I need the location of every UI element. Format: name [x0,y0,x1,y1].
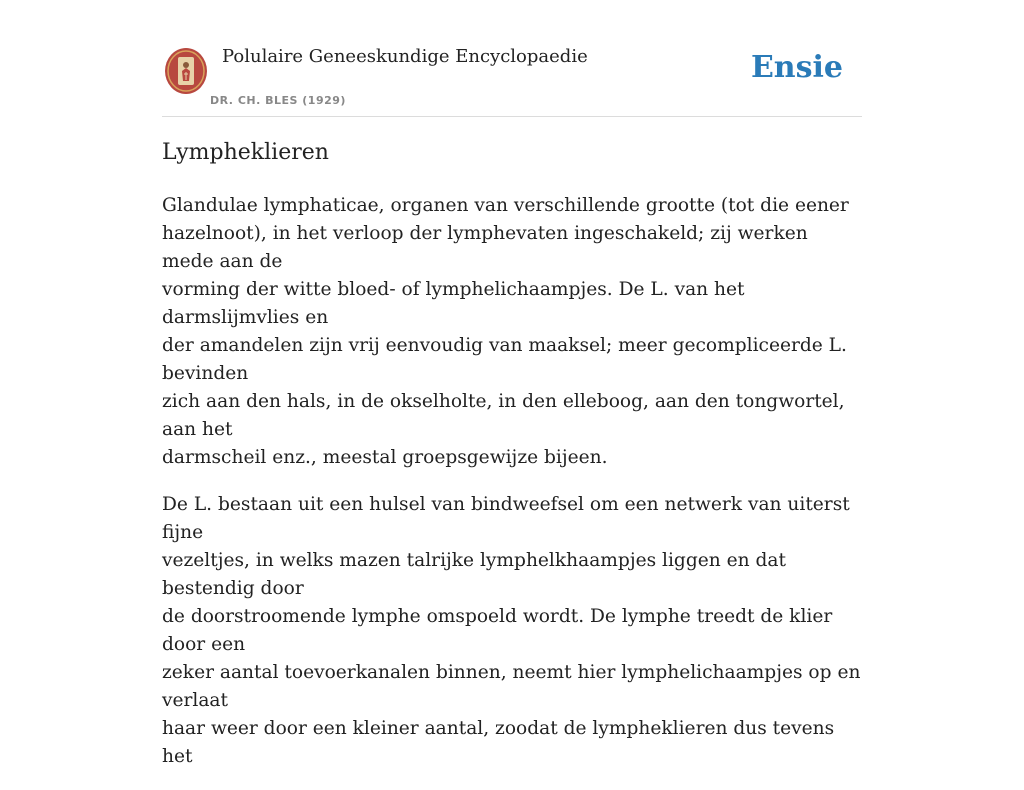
article-paragraph: De L. bestaan uit een hulsel van bindweefsel om een netwerk van uiterst fijne vezeltjes, in welks mazen talrijke lymphelkhaampjes liggen en dat bestendig door de doorstroomende lymphe omspoeld wordt. De lymphe treedt de klier door een zeker aantal toevoerkanalen binnen, neemt hier lymphelichaampjes op en verlaat haar weer door een kleiner aantal, zoodat de lympheklieren dus tevens het [162,494,861,767]
brand-logo[interactable]: Ensie [750,50,843,85]
article-title: Lympheklieren [162,140,329,165]
book-author: DR. CH. BLES (1929) [210,94,346,107]
article-paragraph: Glandulae lymphaticae, organen van verschillende grootte (tot die eener hazelnoot), in het verloop der lymphevaten ingeschakeld; zij werken mede aan de vorming der witte bloed- of lymphelichaampjes. De L. van het darmslijmvlies en der amandelen zijn vrij eenvoudig van maaksel; meer gecompliceerde L. bevinden zich aan den hals, in de okselholte, in den elleboog, aan den tongwortel, aan het darmscheil enz., meestal groepsgewijze bijeen. [162,195,849,468]
article-body [162,192,862,790]
book-cover-icon[interactable] [164,47,208,95]
header [162,40,862,117]
book-title[interactable]: Polulaire Geneeskundige Encyclopaedie [222,46,588,67]
